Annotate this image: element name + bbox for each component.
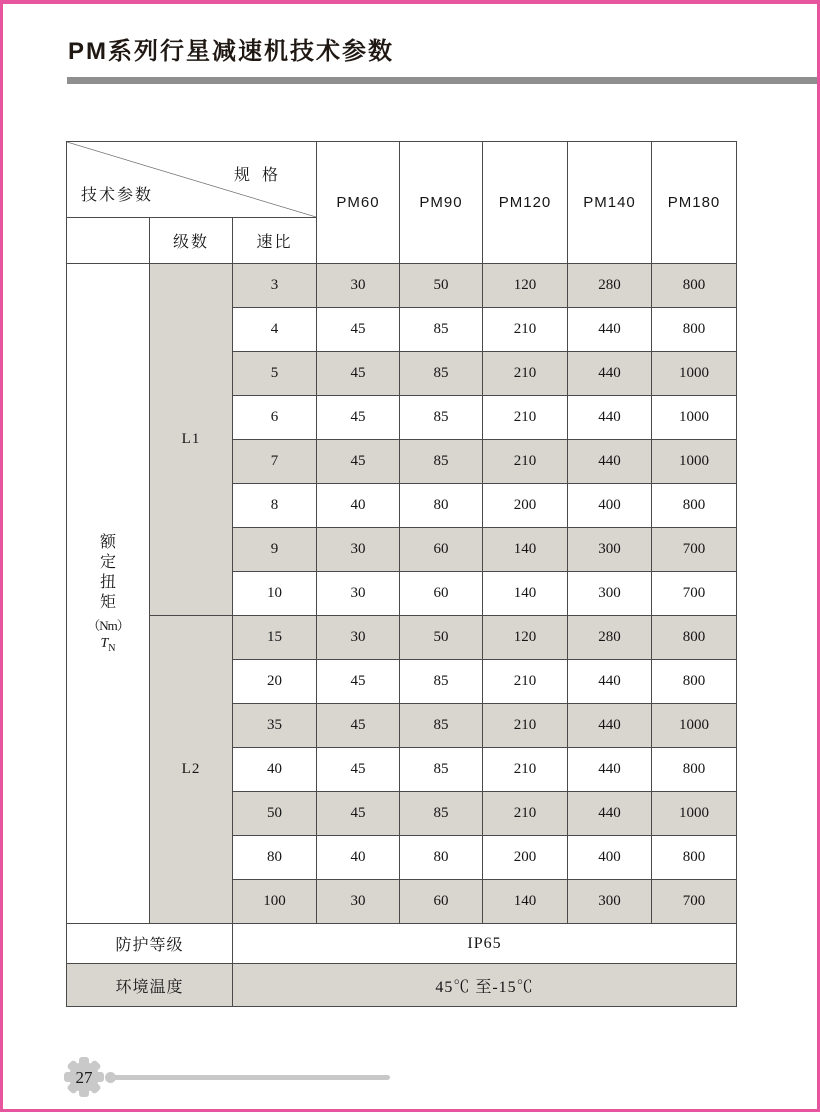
torque-value-cell: 440 xyxy=(568,748,652,792)
torque-value-cell: 50 xyxy=(400,616,483,660)
torque-value-cell: 200 xyxy=(483,484,568,528)
torque-value-cell: 1000 xyxy=(652,440,737,484)
model-column-header: PM120 xyxy=(483,142,568,264)
torque-label-text: 额定扭矩 xyxy=(99,534,116,612)
torque-value-cell: 700 xyxy=(652,572,737,616)
ratio-cell: 15 xyxy=(233,616,317,660)
torque-value-cell: 200 xyxy=(483,836,568,880)
ratio-cell: 4 xyxy=(233,308,317,352)
torque-symbol xyxy=(67,636,149,654)
ratio-cell: 100 xyxy=(233,880,317,924)
torque-value-cell: 210 xyxy=(483,792,568,836)
torque-value-cell: 45 xyxy=(317,704,400,748)
torque-value-cell: 120 xyxy=(483,616,568,660)
model-column-header: PM180 xyxy=(652,142,737,264)
ratio-cell: 3 xyxy=(233,264,317,308)
ratio-cell: 9 xyxy=(233,528,317,572)
torque-value-cell: 210 xyxy=(483,704,568,748)
ratio-cell: 50 xyxy=(233,792,317,836)
torque-value-cell: 85 xyxy=(400,748,483,792)
torque-value-cell: 440 xyxy=(568,352,652,396)
torque-value-cell: 1000 xyxy=(652,396,737,440)
torque-value-cell: 800 xyxy=(652,836,737,880)
torque-value-cell: 85 xyxy=(400,660,483,704)
torque-value-cell: 210 xyxy=(483,660,568,704)
torque-value-cell: 30 xyxy=(317,528,400,572)
torque-value-cell: 85 xyxy=(400,396,483,440)
torque-value-cell: 45 xyxy=(317,352,400,396)
stage-subheader: 级数 xyxy=(150,218,233,264)
torque-value-cell: 300 xyxy=(568,528,652,572)
ratio-subheader: 速比 xyxy=(233,218,317,264)
torque-value-cell: 30 xyxy=(317,264,400,308)
torque-value-cell: 80 xyxy=(400,484,483,528)
torque-value-cell: 45 xyxy=(317,748,400,792)
torque-value-cell: 440 xyxy=(568,396,652,440)
torque-value-cell: 210 xyxy=(483,748,568,792)
torque-value-cell: 85 xyxy=(400,308,483,352)
torque-value-cell: 60 xyxy=(400,880,483,924)
torque-value-cell: 210 xyxy=(483,396,568,440)
torque-value-cell: 400 xyxy=(568,484,652,528)
torque-value-cell: 85 xyxy=(400,352,483,396)
torque-value-cell: 40 xyxy=(317,836,400,880)
spec-corner-cell xyxy=(67,142,317,218)
torque-value-cell: 1000 xyxy=(652,792,737,836)
torque-symbol-letter: T xyxy=(100,636,109,652)
model-column-header: PM60 xyxy=(317,142,400,264)
ratio-cell: 5 xyxy=(233,352,317,396)
torque-value-cell: 800 xyxy=(652,264,737,308)
torque-symbol-subscript: N xyxy=(108,642,116,654)
torque-value-cell: 440 xyxy=(568,660,652,704)
torque-value-cell: 85 xyxy=(400,792,483,836)
torque-value-cell: 50 xyxy=(400,264,483,308)
corner-label-params: 技术参数 xyxy=(81,187,154,204)
torque-value-cell: 400 xyxy=(568,836,652,880)
torque-value-cell: 300 xyxy=(568,572,652,616)
footer-label-cell: 环境温度 xyxy=(67,964,233,1007)
torque-value-cell: 210 xyxy=(483,440,568,484)
torque-value-cell: 85 xyxy=(400,704,483,748)
ratio-cell: 8 xyxy=(233,484,317,528)
model-column-header: PM90 xyxy=(400,142,483,264)
footer-line-knob xyxy=(105,1072,116,1083)
page-footer xyxy=(61,1054,390,1100)
ratio-cell: 35 xyxy=(233,704,317,748)
torque-value-cell: 30 xyxy=(317,880,400,924)
torque-value-cell: 30 xyxy=(317,616,400,660)
model-column-header: PM140 xyxy=(568,142,652,264)
footer-label-cell: 防护等级 xyxy=(67,924,233,964)
torque-value-cell: 40 xyxy=(317,484,400,528)
footer-value-cell: IP65 xyxy=(233,924,737,964)
torque-value-cell: 440 xyxy=(568,308,652,352)
torque-value-cell: 45 xyxy=(317,308,400,352)
ratio-cell: 6 xyxy=(233,396,317,440)
torque-label-cell xyxy=(67,264,150,924)
torque-value-cell: 1000 xyxy=(652,352,737,396)
ratio-cell: 20 xyxy=(233,660,317,704)
torque-value-cell: 210 xyxy=(483,308,568,352)
stage-cell: L2 xyxy=(150,616,233,924)
torque-value-cell: 85 xyxy=(400,440,483,484)
ratio-cell: 80 xyxy=(233,836,317,880)
gear-icon xyxy=(61,1054,107,1100)
torque-value-cell: 280 xyxy=(568,264,652,308)
torque-value-cell: 210 xyxy=(483,352,568,396)
stage-cell: L1 xyxy=(150,264,233,616)
ratio-cell: 10 xyxy=(233,572,317,616)
torque-value-cell: 800 xyxy=(652,484,737,528)
torque-value-cell: 140 xyxy=(483,572,568,616)
torque-value-cell: 140 xyxy=(483,528,568,572)
ratio-cell: 40 xyxy=(233,748,317,792)
torque-value-cell: 60 xyxy=(400,572,483,616)
spec-table xyxy=(66,141,737,1007)
torque-value-cell: 60 xyxy=(400,528,483,572)
torque-value-cell: 120 xyxy=(483,264,568,308)
page-number: 27 xyxy=(75,1068,93,1087)
torque-value-cell: 800 xyxy=(652,748,737,792)
ratio-cell: 7 xyxy=(233,440,317,484)
torque-unit-text: （Nm） xyxy=(87,618,129,634)
footer-decorative-line xyxy=(108,1075,390,1080)
torque-value-cell: 1000 xyxy=(652,704,737,748)
torque-value-cell: 440 xyxy=(568,704,652,748)
title-underline-bar xyxy=(67,77,820,84)
torque-value-cell: 700 xyxy=(652,880,737,924)
empty-subheader-cell xyxy=(67,218,150,264)
torque-value-cell: 45 xyxy=(317,660,400,704)
torque-value-cell: 800 xyxy=(652,660,737,704)
torque-value-cell: 440 xyxy=(568,440,652,484)
torque-value-cell: 80 xyxy=(400,836,483,880)
page-title: PM系列行星减速机技术参数 xyxy=(68,38,394,65)
torque-value-cell: 45 xyxy=(317,792,400,836)
torque-value-cell: 280 xyxy=(568,616,652,660)
torque-value-cell: 45 xyxy=(317,396,400,440)
torque-value-cell: 45 xyxy=(317,440,400,484)
corner-label-spec: 规 格 xyxy=(233,167,282,184)
torque-value-cell: 140 xyxy=(483,880,568,924)
torque-value-cell: 800 xyxy=(652,308,737,352)
torque-value-cell: 700 xyxy=(652,528,737,572)
torque-value-cell: 440 xyxy=(568,792,652,836)
torque-value-cell: 800 xyxy=(652,616,737,660)
footer-value-cell: 45℃ 至-15℃ xyxy=(233,964,737,1007)
torque-value-cell: 30 xyxy=(317,572,400,616)
torque-value-cell: 300 xyxy=(568,880,652,924)
